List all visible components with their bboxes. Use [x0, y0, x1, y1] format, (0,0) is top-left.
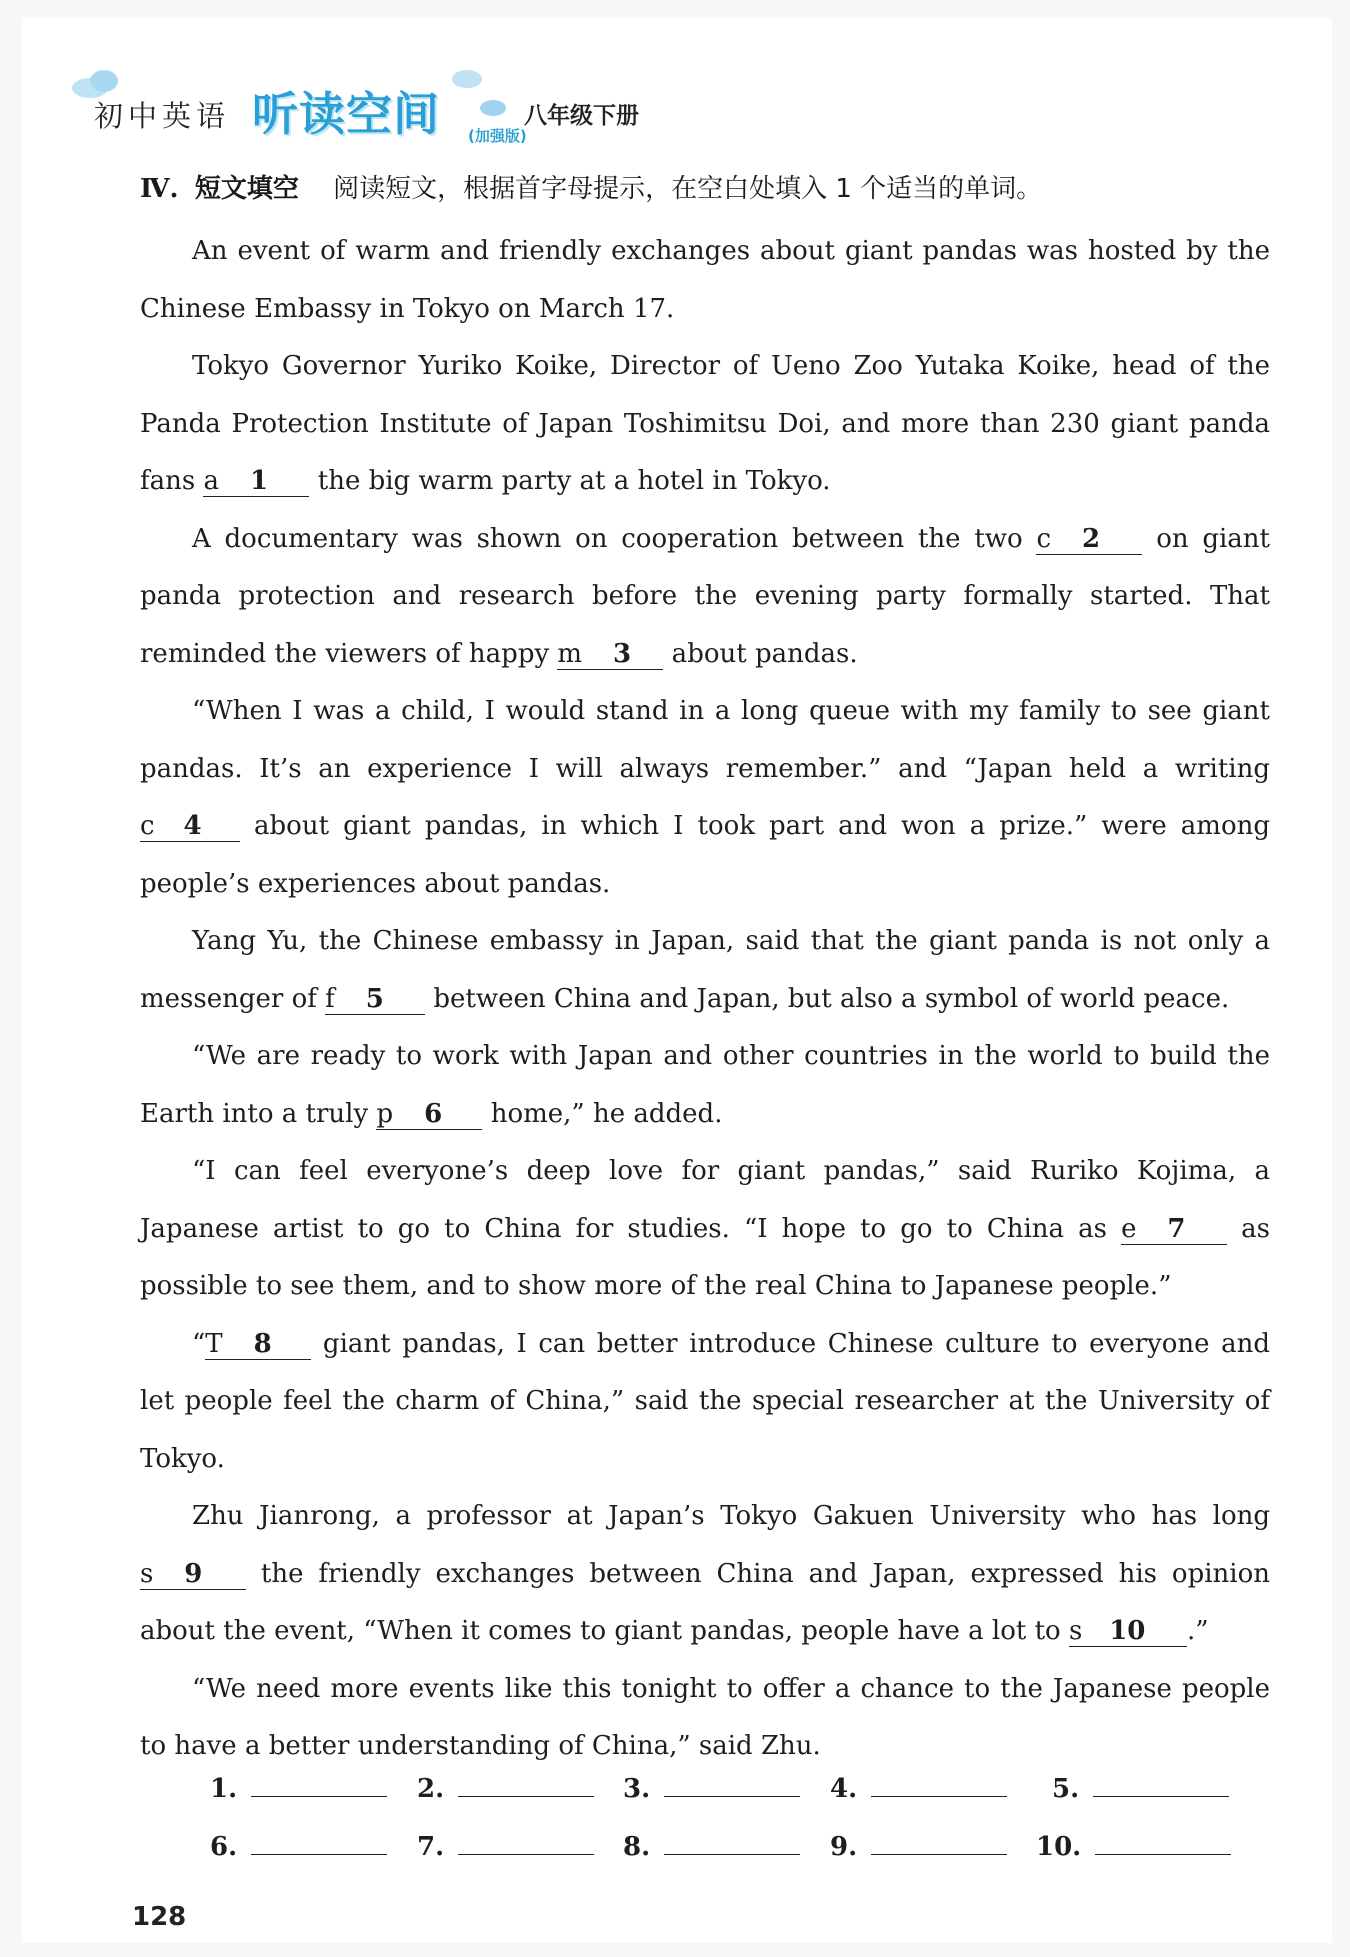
- answer-number: 6.: [210, 1832, 238, 1862]
- blank-initial-letter: f: [325, 983, 335, 1014]
- answer-slot[interactable]: [1052, 1770, 1229, 1804]
- answer-line[interactable]: [458, 1828, 594, 1855]
- blank-initial-letter: a: [203, 466, 219, 496]
- fill-blank-4[interactable]: [140, 811, 240, 842]
- series-title: 初中英语: [94, 99, 231, 133]
- fill-blank-5[interactable]: [325, 984, 425, 1015]
- answer-slot[interactable]: [1036, 1828, 1231, 1862]
- answer-slot[interactable]: [830, 1828, 1007, 1862]
- fill-blank-10[interactable]: [1069, 1616, 1187, 1647]
- brand-logo: 听读空间: [252, 87, 440, 141]
- paragraph-text: on giant panda protection and research before the evening party formally started. That reminded the viewers of happy: [140, 523, 1270, 669]
- blank-number: 3: [613, 638, 632, 669]
- paragraph-text: as possible to see them, and to show more of the real China to Japanese people.”: [140, 1213, 1270, 1301]
- answer-number: 10.: [1036, 1832, 1082, 1862]
- paragraph: [140, 1488, 1270, 1661]
- cloud-decoration-icon: [480, 100, 506, 116]
- answer-line[interactable]: [664, 1828, 800, 1855]
- fill-blank-9[interactable]: [140, 1559, 246, 1590]
- paragraph-text: “I can feel everyone’s deep love for giant pandas,” said Ruriko Kojima, a Japanese artist to go to China for studies. “I hope to go to China as: [140, 1156, 1270, 1244]
- page: [22, 18, 1332, 1943]
- blank-number: 5: [365, 983, 384, 1014]
- paragraph-text: “We need more events like this tonight to offer a chance to the Japanese people to have a better understanding of China,” said Zhu.: [140, 1673, 1270, 1761]
- fill-blank-2[interactable]: [1036, 524, 1142, 555]
- answer-line[interactable]: [458, 1770, 594, 1797]
- answer-slot[interactable]: [210, 1770, 387, 1804]
- paragraph-text: Yang Yu, the Chinese embassy in Japan, said that the giant panda is not only a messenger of: [140, 926, 1270, 1014]
- blank-initial-letter: m: [557, 638, 583, 669]
- answer-row: [210, 1828, 1250, 1886]
- fill-blank-1[interactable]: [203, 466, 309, 497]
- blank-number: 10: [1109, 1616, 1146, 1646]
- blank-number: 1: [249, 466, 269, 496]
- answer-line[interactable]: [1095, 1828, 1231, 1855]
- blank-initial-letter: s: [1068, 1616, 1083, 1646]
- paragraph-text: giant pandas, I can better introduce Chinese culture to everyone and let people feel the charm of China,” said the special researcher at the University of Tokyo.: [140, 1328, 1270, 1474]
- answer-number: 9.: [830, 1832, 858, 1862]
- paragraph: [140, 223, 1270, 338]
- paragraph-text: about pandas.: [663, 638, 858, 669]
- paragraph: [140, 338, 1270, 511]
- section-number: Ⅳ.: [140, 174, 179, 204]
- passage: [140, 223, 1270, 1776]
- blank-number: 2: [1081, 523, 1101, 554]
- fill-blank-3[interactable]: [557, 639, 663, 670]
- paragraph-text: home,” he added.: [482, 1098, 723, 1129]
- brand-edition: (加强版): [468, 127, 527, 145]
- paragraph: [140, 683, 1270, 913]
- answer-slot[interactable]: [417, 1770, 594, 1804]
- blank-initial-letter: T: [205, 1328, 223, 1359]
- answer-number: 7.: [417, 1832, 445, 1862]
- answer-line[interactable]: [871, 1828, 1007, 1855]
- cloud-decoration-icon: [452, 70, 482, 88]
- paragraph: [140, 1028, 1270, 1143]
- paragraph: [140, 1143, 1270, 1316]
- page-number: 128: [132, 1902, 187, 1932]
- answer-area: [210, 1770, 1250, 1886]
- paragraph-text: the big warm party at a hotel in Tokyo.: [309, 466, 831, 496]
- section-heading: [140, 168, 1042, 205]
- blank-initial-letter: s: [140, 1558, 154, 1589]
- answer-slot[interactable]: [623, 1828, 800, 1862]
- fill-blank-7[interactable]: [1121, 1214, 1227, 1245]
- paragraph-text: .”: [1186, 1616, 1209, 1646]
- paragraph: [140, 1316, 1270, 1489]
- fill-blank-8[interactable]: [205, 1329, 311, 1360]
- paragraph-text: A documentary was shown on cooperation between the two: [192, 523, 1037, 554]
- answer-slot[interactable]: [417, 1828, 594, 1862]
- blank-initial-letter: e: [1121, 1213, 1137, 1244]
- paragraph-text: An event of warm and friendly exchanges about giant pandas was hosted by the Chinese Embassy in Tokyo on March 17.: [140, 236, 1270, 324]
- answer-line[interactable]: [251, 1770, 387, 1797]
- answer-slot[interactable]: [830, 1770, 1007, 1804]
- answer-line[interactable]: [871, 1770, 1007, 1797]
- paragraph: [140, 913, 1270, 1028]
- answer-line[interactable]: [1093, 1770, 1229, 1797]
- blank-initial-letter: p: [376, 1098, 394, 1129]
- answer-line[interactable]: [664, 1770, 800, 1797]
- blank-initial-letter: c: [1036, 523, 1051, 554]
- paragraph-text: the friendly exchanges between China and Japan, expressed his opinion about the event, “When it comes to giant pandas, people have a lot to: [140, 1558, 1270, 1646]
- fill-blank-6[interactable]: [376, 1099, 482, 1130]
- cloud-decoration-icon: [90, 70, 118, 92]
- paragraph-text: Zhu Jianrong, a professor at Japan’s Tokyo Gakuen University who has long: [192, 1501, 1270, 1531]
- blank-number: 7: [1167, 1213, 1186, 1244]
- answer-number: 1.: [210, 1774, 238, 1804]
- paragraph-text: about giant pandas, in which I took part and won a prize.” were among people’s experiences about pandas.: [140, 811, 1270, 899]
- answer-slot[interactable]: [210, 1828, 387, 1862]
- answer-number: 8.: [623, 1832, 651, 1862]
- answer-number: 3.: [623, 1774, 651, 1804]
- answer-number: 4.: [830, 1774, 858, 1804]
- blank-number: 9: [184, 1558, 203, 1589]
- answer-number: 5.: [1052, 1774, 1080, 1804]
- paragraph-text: “When I was a child, I would stand in a long queue with my family to see giant pandas. It’s an experience I will always remember.” and “Japan held a writing: [140, 696, 1270, 784]
- paragraph-text: between China and Japan, but also a symbol of world peace.: [425, 983, 1230, 1014]
- paragraph-text: “: [192, 1328, 206, 1359]
- grade-label: 八年级下册: [524, 103, 639, 129]
- answer-line[interactable]: [251, 1828, 387, 1855]
- blank-initial-letter: c: [140, 811, 155, 841]
- blank-number: 6: [424, 1098, 443, 1129]
- blank-number: 8: [253, 1328, 272, 1359]
- paragraph-text: “We are ready to work with Japan and other countries in the world to build the Earth into a truly: [140, 1041, 1270, 1129]
- answer-number: 2.: [417, 1774, 445, 1804]
- blank-number: 4: [183, 811, 202, 841]
- header: [72, 70, 772, 145]
- paragraph: [140, 511, 1270, 684]
- answer-slot[interactable]: [623, 1770, 800, 1804]
- section-instruction: 阅读短文，根据首字母提示，在空白处填入 1 个适当的单词。: [333, 174, 1043, 204]
- answer-row: [210, 1770, 1250, 1828]
- paragraph-text: Tokyo Governor Yuriko Koike, Director of Ueno Zoo Yutaka Koike, head of the Panda Protection Institute of Japan Toshimitsu Doi, and more than 230 giant panda fans: [140, 351, 1270, 496]
- section-type: 短文填空: [194, 174, 299, 204]
- paragraph: [140, 1661, 1270, 1776]
